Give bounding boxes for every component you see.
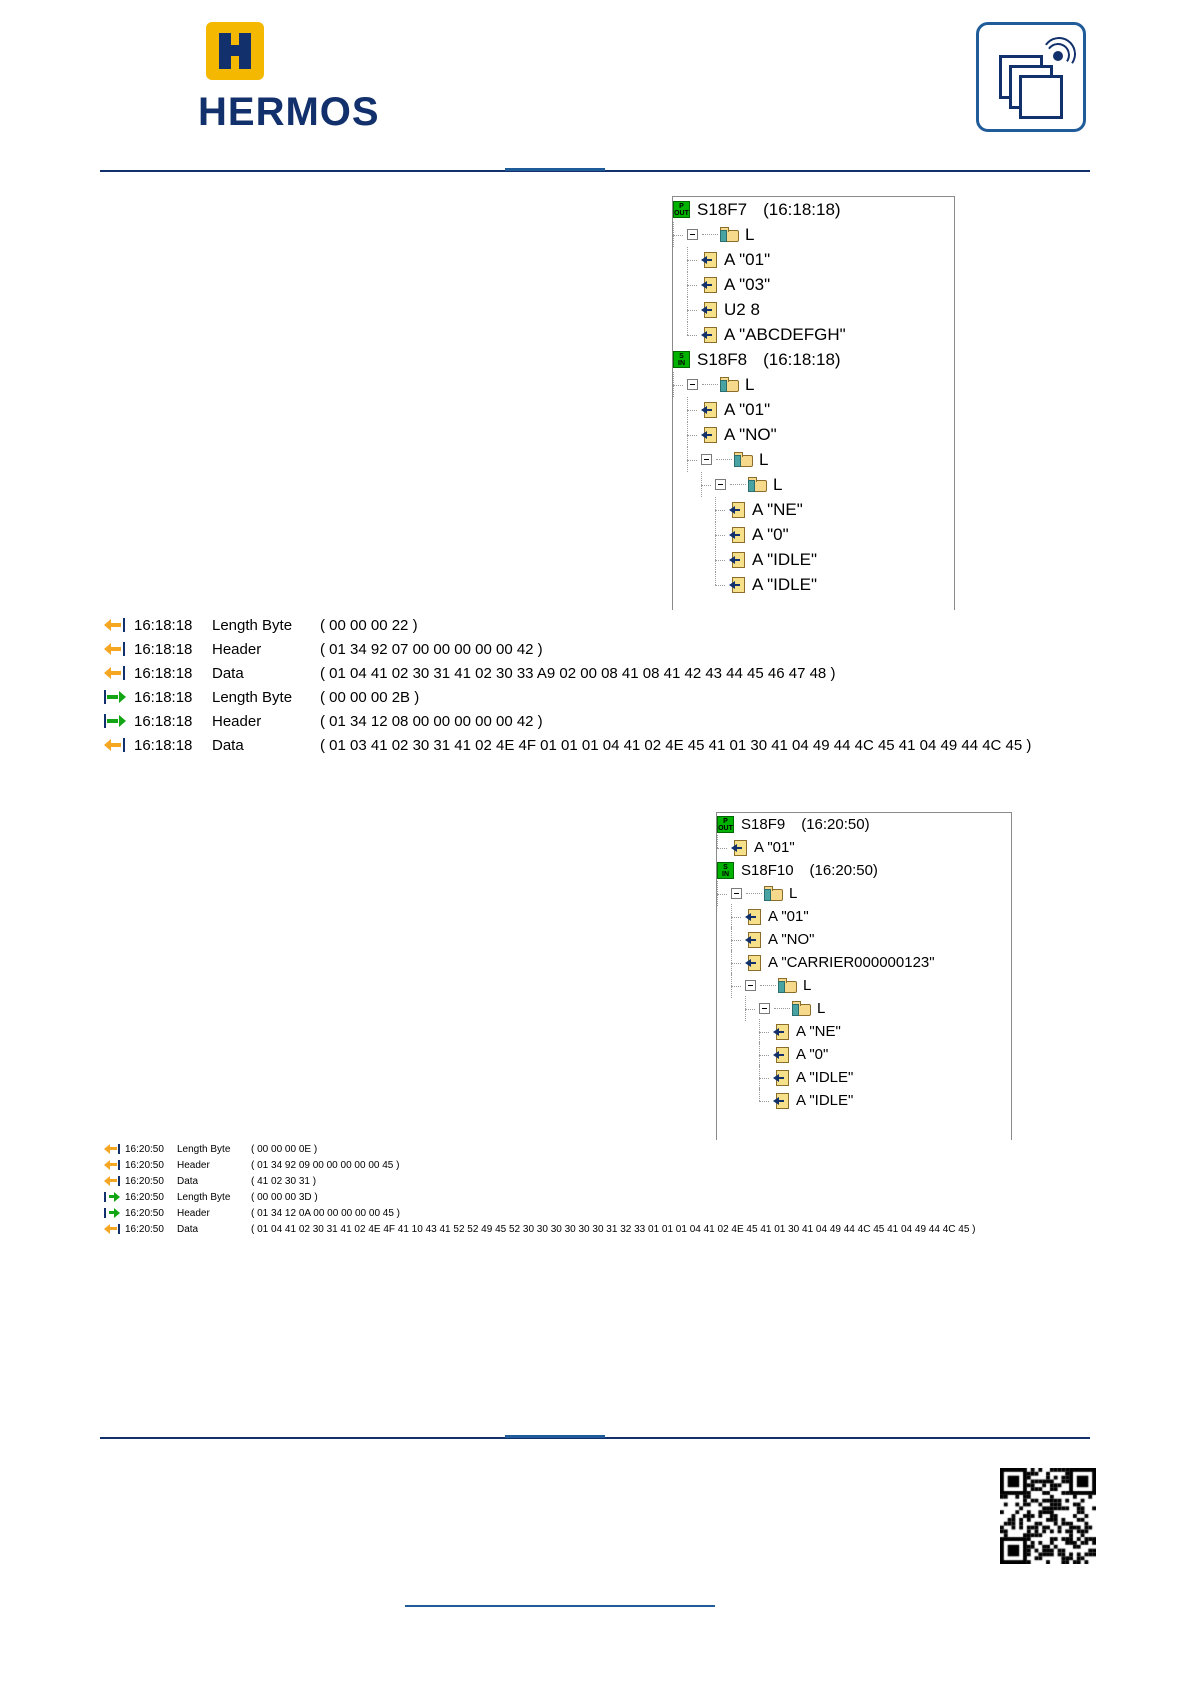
page-header — [0, 0, 1191, 175]
message-name: S18F9 — [741, 816, 786, 833]
tree-row[interactable] — [673, 497, 954, 522]
tree-collapse-toggle[interactable] — [687, 379, 698, 390]
log-timestamp: 16:20:50 — [125, 1223, 164, 1235]
data-item-icon — [745, 932, 762, 948]
log-row[interactable] — [104, 1157, 1094, 1173]
log-row[interactable] — [104, 685, 1094, 709]
log-row[interactable] — [104, 1141, 1094, 1157]
tree-connector — [745, 996, 759, 1021]
header-divider-accent — [505, 168, 605, 171]
hermos-h-logo-icon — [206, 22, 264, 80]
tree-item-label: L — [745, 225, 755, 244]
tree-connector — [731, 904, 745, 929]
log-payload: ( 41 02 30 31 ) — [251, 1175, 317, 1187]
log-timestamp: 16:20:50 — [125, 1143, 164, 1155]
tree-row[interactable] — [717, 951, 1011, 974]
message-direction-badge: S IN — [717, 862, 734, 879]
log-kind: Length Byte — [177, 1143, 231, 1155]
tree-row[interactable] — [673, 372, 954, 397]
tree-row[interactable] — [673, 447, 954, 472]
log-row[interactable] — [104, 1189, 1094, 1205]
log-row[interactable] — [104, 1221, 1094, 1237]
arrow-out-icon — [104, 1207, 120, 1219]
log-timestamp: 16:18:18 — [134, 712, 193, 730]
tree-item-label: A "IDLE" — [752, 550, 817, 569]
arrow-in-icon — [104, 1143, 120, 1155]
tree-connector — [715, 547, 729, 572]
tree-connector — [731, 973, 745, 998]
log-row[interactable] — [104, 661, 1094, 685]
data-item-icon — [731, 840, 748, 856]
log-timestamp: 16:20:50 — [125, 1207, 164, 1219]
message-direction-badge: P OUT — [718, 818, 733, 832]
tree-item-label: L — [745, 375, 755, 394]
log-payload: ( 01 34 92 07 00 00 00 00 00 42 ) — [320, 640, 543, 658]
tree-row[interactable] — [717, 859, 1011, 882]
log-kind: Header — [212, 712, 262, 730]
log-row[interactable] — [104, 1173, 1094, 1189]
qr-code-icon — [1000, 1468, 1096, 1564]
log-kind: Length Byte — [177, 1191, 231, 1203]
tree-connector — [687, 422, 701, 447]
tree-collapse-toggle[interactable] — [745, 980, 756, 991]
message-timestamp: (16:18:18) — [763, 199, 841, 219]
data-item-icon — [729, 577, 746, 593]
tree-connector — [673, 222, 687, 247]
log-timestamp: 16:18:18 — [134, 736, 193, 754]
log-payload: ( 00 00 00 3D ) — [251, 1191, 318, 1203]
log-kind: Data — [177, 1223, 199, 1235]
log-row[interactable] — [104, 637, 1094, 661]
tree-row[interactable] — [717, 1066, 1011, 1089]
arrow-out-icon — [104, 713, 126, 729]
tree-connector — [759, 1019, 773, 1044]
tree-item-label: A "01" — [724, 250, 771, 269]
tree-item-label: L — [759, 450, 769, 469]
arrow-in-icon — [104, 1175, 120, 1187]
tree-item-label: A "IDLE" — [796, 1092, 854, 1109]
data-item-icon — [729, 527, 746, 543]
tree-collapse-toggle[interactable] — [715, 479, 726, 490]
tree-item-label: A "01" — [768, 908, 809, 925]
data-item-icon — [729, 502, 746, 518]
log-row[interactable] — [104, 709, 1094, 733]
data-item-icon — [701, 302, 718, 318]
tree-item-label: A "NO" — [768, 931, 815, 948]
tree-connector — [759, 1088, 773, 1113]
tree-connector — [731, 950, 745, 975]
tree-row[interactable] — [673, 472, 954, 497]
footer-divider-secondary — [405, 1605, 715, 1607]
tree-item-label: L — [803, 977, 812, 994]
tree-row[interactable] — [673, 347, 954, 372]
tree-connector — [717, 881, 731, 906]
list-folder-icon — [720, 227, 739, 242]
tree-connector — [716, 459, 732, 461]
log-timestamp: 16:18:18 — [134, 664, 193, 682]
secs-message-tree-1[interactable] — [672, 196, 955, 610]
message-direction-badge: P OUT — [674, 203, 689, 217]
tree-collapse-toggle[interactable] — [701, 454, 712, 465]
tree-connector — [746, 893, 762, 895]
tree-row[interactable] — [717, 1043, 1011, 1066]
tree-connector — [760, 985, 776, 987]
arrow-out-icon — [104, 1191, 120, 1203]
tree-row[interactable] — [717, 974, 1011, 997]
log-payload: ( 01 03 41 02 30 31 41 02 4E 4F 01 01 01 04 41 02 4E 45 41 01 30 41 04 49 44 4C 45 41 04 49 44 4C 45 ) — [320, 736, 1032, 754]
tree-row[interactable] — [673, 247, 954, 272]
tree-connector — [687, 447, 701, 472]
tree-connector — [702, 234, 718, 236]
log-payload: ( 01 04 41 02 30 31 41 02 4E 4F 41 10 43 41 52 52 49 45 52 30 30 30 30 30 30 31 32 33 01 01 01 04 41 02 4E 45 41 01 30 41 04 49 44 4C 45 41 04 49 44 4C 45 ) — [251, 1223, 976, 1235]
tree-connector — [730, 484, 746, 486]
list-folder-icon — [792, 1001, 811, 1016]
tree-collapse-toggle[interactable] — [731, 888, 742, 899]
hsms-trace-log-1[interactable] — [104, 613, 1094, 757]
secs-message-tree-2[interactable] — [716, 812, 1012, 1140]
log-kind: Length Byte — [212, 688, 293, 706]
list-folder-icon — [764, 886, 783, 901]
tree-row[interactable] — [673, 422, 954, 447]
data-item-icon — [701, 252, 718, 268]
tree-item-label: A "0" — [752, 525, 789, 544]
log-timestamp: 16:20:50 — [125, 1191, 164, 1203]
tree-item-label: A "CARRIER000000123" — [768, 954, 935, 971]
tree-row[interactable] — [673, 322, 954, 347]
rfid-tag-icon — [976, 22, 1086, 132]
data-item-icon — [745, 909, 762, 925]
data-item-icon — [773, 1024, 790, 1040]
tree-connector — [701, 472, 715, 497]
log-payload: ( 01 34 12 08 00 00 00 00 00 42 ) — [320, 712, 543, 730]
tree-connector — [687, 272, 701, 297]
arrow-in-icon — [104, 1159, 120, 1171]
brand-name: HERMOS — [198, 90, 380, 134]
arrow-in-icon — [104, 617, 126, 633]
tree-connector — [687, 297, 701, 322]
tree-row[interactable] — [717, 836, 1011, 859]
tree-connector — [687, 397, 701, 422]
tree-row[interactable] — [673, 272, 954, 297]
log-timestamp: 16:20:50 — [125, 1159, 164, 1171]
tree-connector — [687, 247, 701, 272]
tree-item-label: U2 8 — [724, 300, 760, 319]
data-item-icon — [773, 1047, 790, 1063]
tree-connector — [731, 927, 745, 952]
tree-item-label: A "03" — [724, 275, 771, 294]
tree-connector — [759, 1065, 773, 1090]
data-item-icon — [773, 1093, 790, 1109]
tree-connector — [759, 1042, 773, 1067]
tree-row[interactable] — [717, 1020, 1011, 1043]
log-kind: Data — [212, 664, 244, 682]
log-row[interactable] — [104, 733, 1094, 757]
tree-item-label: A "IDLE" — [796, 1069, 854, 1086]
tree-row[interactable] — [717, 928, 1011, 951]
tree-connector — [715, 497, 729, 522]
tree-row[interactable] — [717, 882, 1011, 905]
footer-divider-accent — [505, 1435, 605, 1438]
arrow-in-icon — [104, 641, 126, 657]
log-kind: Header — [177, 1159, 210, 1171]
tree-item-label: A "NE" — [752, 500, 803, 519]
data-item-icon — [701, 402, 718, 418]
tree-collapse-toggle[interactable] — [759, 1003, 770, 1014]
data-item-icon — [745, 955, 762, 971]
log-payload: ( 00 00 00 22 ) — [320, 616, 418, 634]
hsms-trace-log-2[interactable] — [104, 1141, 1094, 1237]
tree-item-label: A "ABCDEFGH" — [724, 325, 846, 344]
data-item-icon — [701, 277, 718, 293]
data-item-icon — [773, 1070, 790, 1086]
arrow-in-icon — [104, 1223, 120, 1235]
list-folder-icon — [778, 978, 797, 993]
arrow-in-icon — [104, 665, 126, 681]
log-payload: ( 00 00 00 2B ) — [320, 688, 420, 706]
message-timestamp: (16:18:18) — [763, 349, 841, 369]
data-item-icon — [701, 327, 718, 343]
log-kind: Data — [177, 1175, 199, 1187]
log-payload: ( 00 00 00 0E ) — [251, 1143, 318, 1155]
tree-item-label: A "NO" — [724, 425, 777, 444]
message-name: S18F7 — [697, 200, 748, 219]
message-timestamp: (16:20:50) — [809, 862, 878, 879]
tree-connector — [715, 522, 729, 547]
list-folder-icon — [720, 377, 739, 392]
tree-row[interactable] — [717, 813, 1011, 836]
tree-row[interactable] — [717, 1089, 1011, 1112]
tree-row[interactable] — [673, 572, 954, 597]
log-payload: ( 01 04 41 02 30 31 41 02 30 33 A9 02 00 08 41 08 41 42 43 44 45 46 47 48 ) — [320, 664, 836, 682]
tree-row[interactable] — [673, 547, 954, 572]
log-payload: ( 01 34 92 09 00 00 00 00 00 45 ) — [251, 1159, 400, 1171]
log-kind: Data — [212, 736, 244, 754]
log-timestamp: 16:20:50 — [125, 1175, 164, 1187]
tree-item-label: L — [789, 885, 798, 902]
tree-collapse-toggle[interactable] — [687, 229, 698, 240]
tree-item-label: A "0" — [796, 1046, 829, 1063]
tree-row[interactable] — [673, 297, 954, 322]
log-row[interactable] — [104, 1205, 1094, 1221]
arrow-out-icon — [104, 689, 126, 705]
tree-row[interactable] — [673, 397, 954, 422]
arrow-in-icon — [104, 737, 126, 753]
tree-connector — [774, 1008, 790, 1010]
list-folder-icon — [734, 452, 753, 467]
message-direction-badge: S IN — [673, 351, 690, 368]
tree-item-label: A "IDLE" — [752, 575, 817, 594]
tree-connector — [717, 835, 731, 860]
log-kind: Header — [212, 640, 262, 658]
tree-row[interactable] — [673, 522, 954, 547]
brand-logo — [198, 22, 498, 135]
data-item-icon — [701, 427, 718, 443]
log-row[interactable] — [104, 613, 1094, 637]
tree-item-label: L — [817, 1000, 826, 1017]
tree-row[interactable] — [673, 222, 954, 247]
log-timestamp: 16:18:18 — [134, 616, 193, 634]
log-timestamp: 16:18:18 — [134, 688, 193, 706]
message-name: S18F8 — [697, 350, 748, 369]
message-timestamp: (16:20:50) — [801, 816, 870, 833]
list-folder-icon — [748, 477, 767, 492]
data-item-icon — [729, 552, 746, 568]
log-payload: ( 01 34 12 0A 00 00 00 00 00 45 ) — [251, 1207, 401, 1219]
tree-item-label: A "NE" — [796, 1023, 841, 1040]
tree-item-label: L — [773, 475, 783, 494]
log-timestamp: 16:18:18 — [134, 640, 193, 658]
tree-connector — [673, 372, 687, 397]
tree-row[interactable] — [717, 905, 1011, 928]
tree-row[interactable] — [673, 197, 954, 222]
tree-row[interactable] — [717, 997, 1011, 1020]
log-kind: Header — [177, 1207, 210, 1219]
tree-item-label: A "01" — [754, 839, 795, 856]
tree-connector — [715, 572, 729, 597]
message-name: S18F10 — [741, 862, 794, 879]
tree-connector — [702, 384, 718, 386]
tree-item-label: A "01" — [724, 400, 771, 419]
log-kind: Length Byte — [212, 616, 293, 634]
tree-connector — [687, 322, 701, 347]
